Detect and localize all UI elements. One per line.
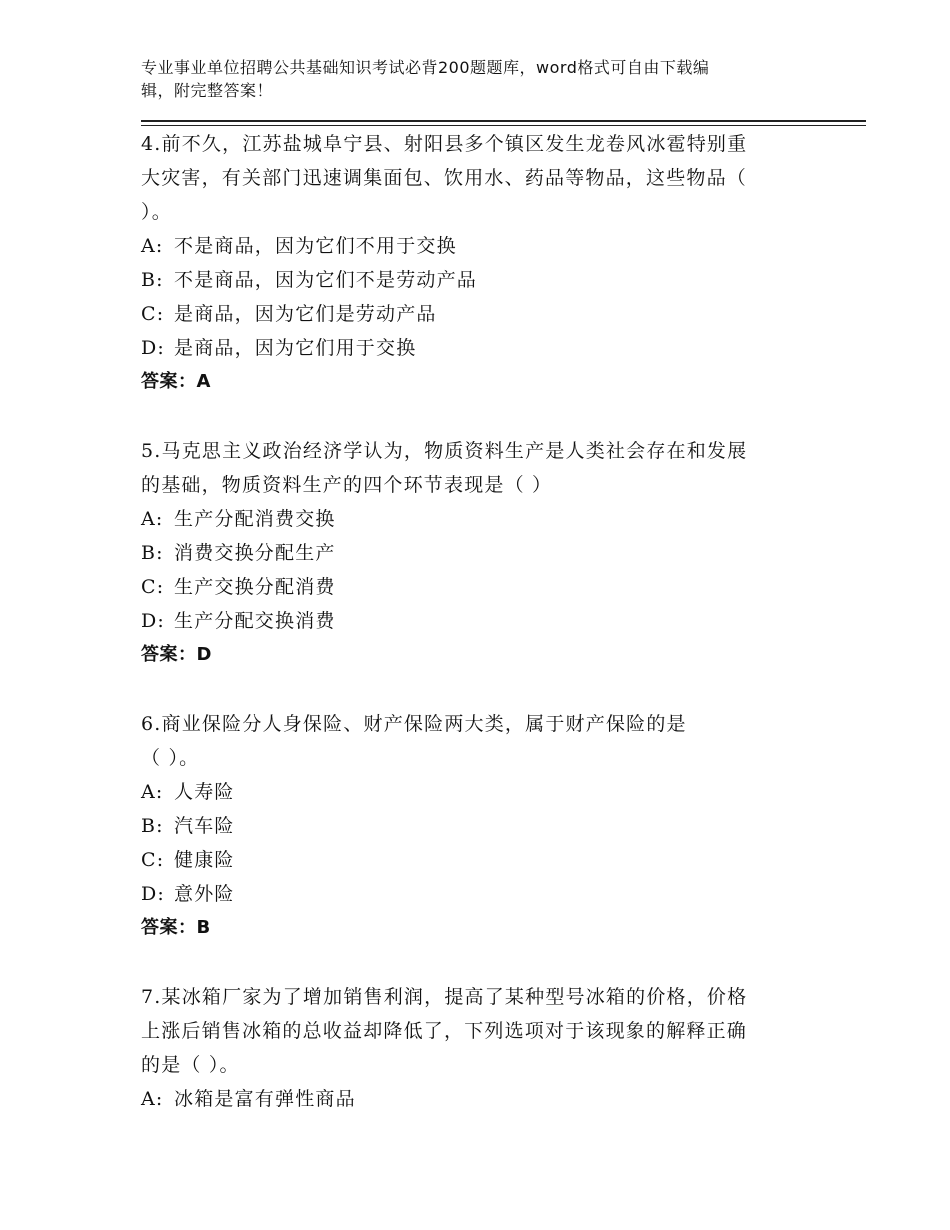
option-text: 不是商品，因为它们不用于交换 [174,235,457,257]
question-stem-line: 5.马克思主义政治经济学认为，物质资料生产是人类社会存在和发展 [141,440,748,462]
option-a [141,775,801,809]
header-line-2: 辑，附完整答案！ [141,81,274,100]
option-text: 是商品，因为它们用于交换 [174,337,417,359]
option-letter: A: [141,781,164,803]
question-stem-line: 7.某冰箱厂家为了增加销售利润，提高了某种型号冰箱的价格，价格 [141,986,748,1008]
option-b [141,263,801,297]
option-text: 健康险 [174,849,235,871]
answer-line: 答案：A [141,371,211,392]
option-text: 是商品，因为它们是劳动产品 [174,303,437,325]
question-stem-line: ）。 [141,201,172,223]
option-d [141,877,801,911]
answer-line: 答案：D [141,644,212,665]
question-stem-line: 6.商业保险分人身保险、财产保险两大类，属于财产保险的是 [141,713,687,735]
option-a [141,1082,801,1116]
option-text: 意外险 [174,883,235,905]
answer-line: 答案：B [141,917,211,938]
question-stem-line: 上涨后销售冰箱的总收益却降低了，下列选项对于该现象的解释正确 [141,1020,748,1042]
option-text: 不是商品，因为它们不是劳动产品 [174,269,478,291]
header-line-1: 专业事业单位招聘公共基础知识考试必背200题题库，word格式可自由下载编 [141,58,710,77]
option-c [141,570,801,604]
option-letter: B: [141,815,164,837]
option-text: 生产分配交换消费 [174,610,336,632]
option-c [141,843,801,877]
question-stem-line: （ ）。 [141,747,200,769]
document-header [141,56,801,102]
question-stem-line: 的基础，物质资料生产的四个环节表现是（ ） [141,474,553,496]
question-stem-line: 大灾害，有关部门迅速调集面包、饮用水、药品等物品，这些物品（ [141,167,748,189]
option-letter: A: [141,1088,164,1110]
question-stem-line: 4.前不久，江苏盐城阜宁县、射阳县多个镇区发生龙卷风冰雹特别重 [141,133,748,155]
option-d [141,604,801,638]
header-divider-thin [141,125,866,126]
option-letter: C: [141,576,165,598]
option-text: 消费交换分配生产 [174,542,336,564]
option-c [141,297,801,331]
option-letter: C: [141,303,165,325]
option-letter: C: [141,849,165,871]
option-b [141,809,801,843]
option-letter: A: [141,235,164,257]
question-4 [141,127,801,399]
option-letter: D: [141,883,166,905]
option-d [141,331,801,365]
option-text: 生产分配消费交换 [174,508,336,530]
question-7 [141,980,801,1116]
option-text: 人寿险 [174,781,235,803]
option-letter: B: [141,269,164,291]
option-a [141,502,801,536]
option-text: 冰箱是富有弹性商品 [174,1088,356,1110]
option-letter: A: [141,508,164,530]
question-5 [141,434,801,672]
option-text: 汽车险 [174,815,235,837]
question-stem-line: 的是（ ）。 [141,1054,240,1076]
option-a [141,229,801,263]
option-letter: D: [141,610,166,632]
option-b [141,536,801,570]
option-letter: B: [141,542,164,564]
option-letter: D: [141,337,166,359]
question-6 [141,707,801,945]
option-text: 生产交换分配消费 [174,576,336,598]
header-divider-thick [141,120,866,122]
